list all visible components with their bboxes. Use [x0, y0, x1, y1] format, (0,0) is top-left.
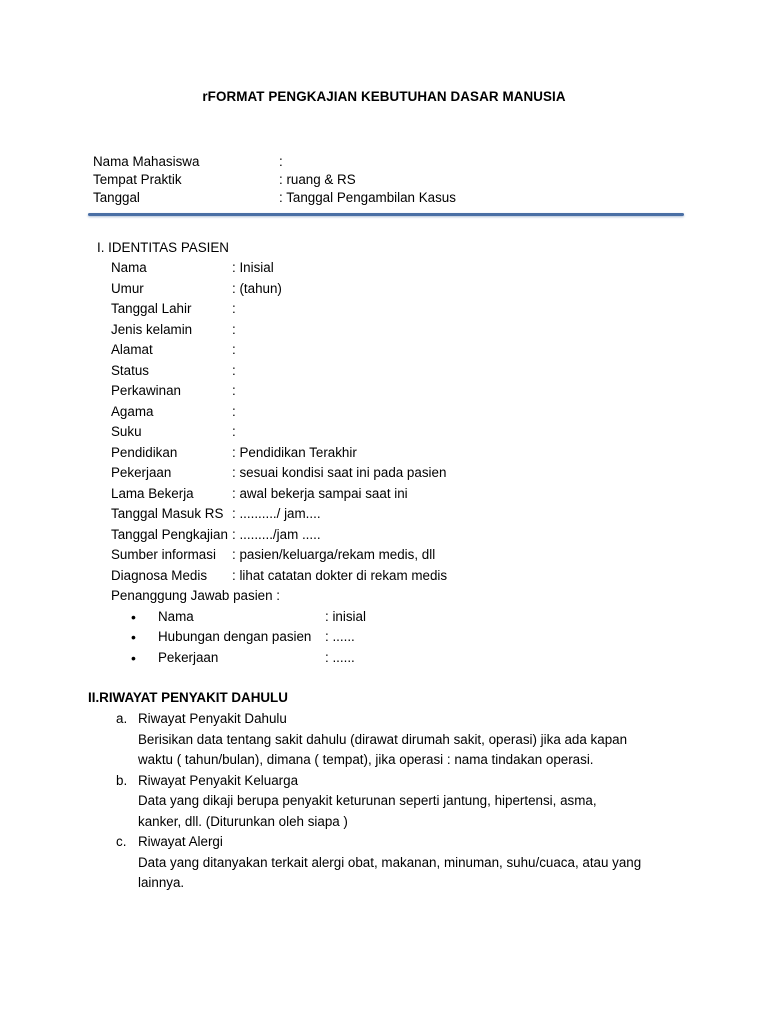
field-value: : ...... — [325, 629, 355, 644]
field-label: Hubungan dengan pasien — [158, 629, 312, 644]
field-label: Nama — [158, 608, 194, 624]
item-marker: c. — [116, 834, 127, 849]
field-value: : ...... — [325, 649, 355, 665]
description-line: Data yang ditanyakan terkait alergi obat, makanan, minuman, suhu/cuaca, atau yang — [138, 854, 642, 870]
header-value: : — [279, 154, 283, 169]
description-line: waktu ( tahun/bulan), dimana ( tempat), jika operasi : nama tindakan operasi. — [138, 752, 594, 767]
header-label: Nama Mahasiswa — [93, 154, 200, 169]
description-line: kanker, dll. (Diturunkan oleh siapa ) — [138, 813, 348, 829]
field-value: : awal bekerja sampai saat ini — [232, 485, 408, 501]
item-title: Riwayat Penyakit Keluarga — [138, 772, 299, 788]
field-value: : — [232, 342, 236, 357]
field-label: Alamat — [111, 342, 153, 357]
item-description — [138, 730, 678, 771]
field-value: : pasien/keluarga/rekam medis, dll — [232, 547, 436, 562]
header-label: Tempat Praktik — [93, 172, 182, 187]
bullet-icon: • — [131, 608, 136, 625]
description-line: lainnya. — [138, 875, 185, 890]
item-title: Riwayat Alergi — [138, 834, 223, 849]
field-label: Tanggal Lahir — [111, 301, 192, 316]
field-value: : Inisial — [232, 260, 274, 275]
document-title: rFORMAT PENGKAJIAN KEBUTUHAN DASAR MANUSIA — [202, 89, 566, 104]
item-title: Riwayat Penyakit Dahulu — [138, 711, 287, 726]
responsible-label: Penanggung Jawab pasien : — [111, 588, 281, 603]
header-value: : ruang & RS — [279, 172, 356, 187]
field-label: Tanggal Masuk RS — [111, 506, 224, 521]
field-label: Diagnosa Medis — [111, 567, 208, 583]
field-label: Pendidikan — [111, 444, 178, 460]
field-label: Pekerjaan — [158, 649, 219, 665]
field-label: Umur — [111, 280, 144, 296]
field-value: : — [232, 403, 236, 419]
description-line: Data yang dikaji berupa penyakit keturunan seperti jantung, hipertensi, asma, — [138, 793, 597, 808]
item-description — [138, 853, 678, 894]
field-label: Pekerjaan — [111, 465, 172, 480]
header-divider — [88, 213, 684, 216]
field-value: : ........../ jam.... — [232, 506, 321, 521]
section-heading: I. IDENTITAS PASIEN — [97, 240, 229, 255]
field-value: : — [232, 321, 236, 337]
item-marker: a. — [116, 711, 128, 726]
field-label: Tanggal Pengkajian — [111, 526, 228, 542]
field-value: : inisial — [325, 608, 366, 624]
field-label: Status — [111, 362, 149, 378]
bullet-icon: • — [131, 629, 136, 645]
bullet-icon: • — [131, 649, 136, 666]
item-marker: b. — [116, 772, 128, 788]
field-value: : ........./jam ..... — [232, 526, 321, 542]
field-value: : — [232, 301, 236, 316]
field-value: : — [232, 362, 236, 378]
field-value: : sesuai kondisi saat ini pada pasien — [232, 465, 447, 480]
field-label: Suku — [111, 424, 142, 439]
field-value: : (tahun) — [232, 280, 282, 296]
field-label: Agama — [111, 403, 154, 419]
header-label: Tanggal — [93, 190, 140, 205]
header-value: : Tanggal Pengambilan Kasus — [279, 190, 456, 205]
field-label: Sumber informasi — [111, 547, 216, 562]
field-label: Jenis kelamin — [111, 321, 193, 337]
item-description — [138, 791, 678, 832]
field-value: : lihat catatan dokter di rekam medis — [232, 567, 448, 583]
field-value: : — [232, 383, 236, 398]
description-line: Berisikan data tentang sakit dahulu (dirawat dirumah sakit, operasi) jika ada kapan — [138, 731, 628, 747]
field-label: Nama — [111, 260, 147, 275]
field-label: Perkawinan — [111, 383, 181, 398]
field-label: Lama Bekerja — [111, 485, 194, 501]
field-value: : Pendidikan Terakhir — [232, 444, 357, 460]
field-value: : — [232, 424, 236, 439]
section-heading: II.RIWAYAT PENYAKIT DAHULU — [88, 690, 288, 705]
